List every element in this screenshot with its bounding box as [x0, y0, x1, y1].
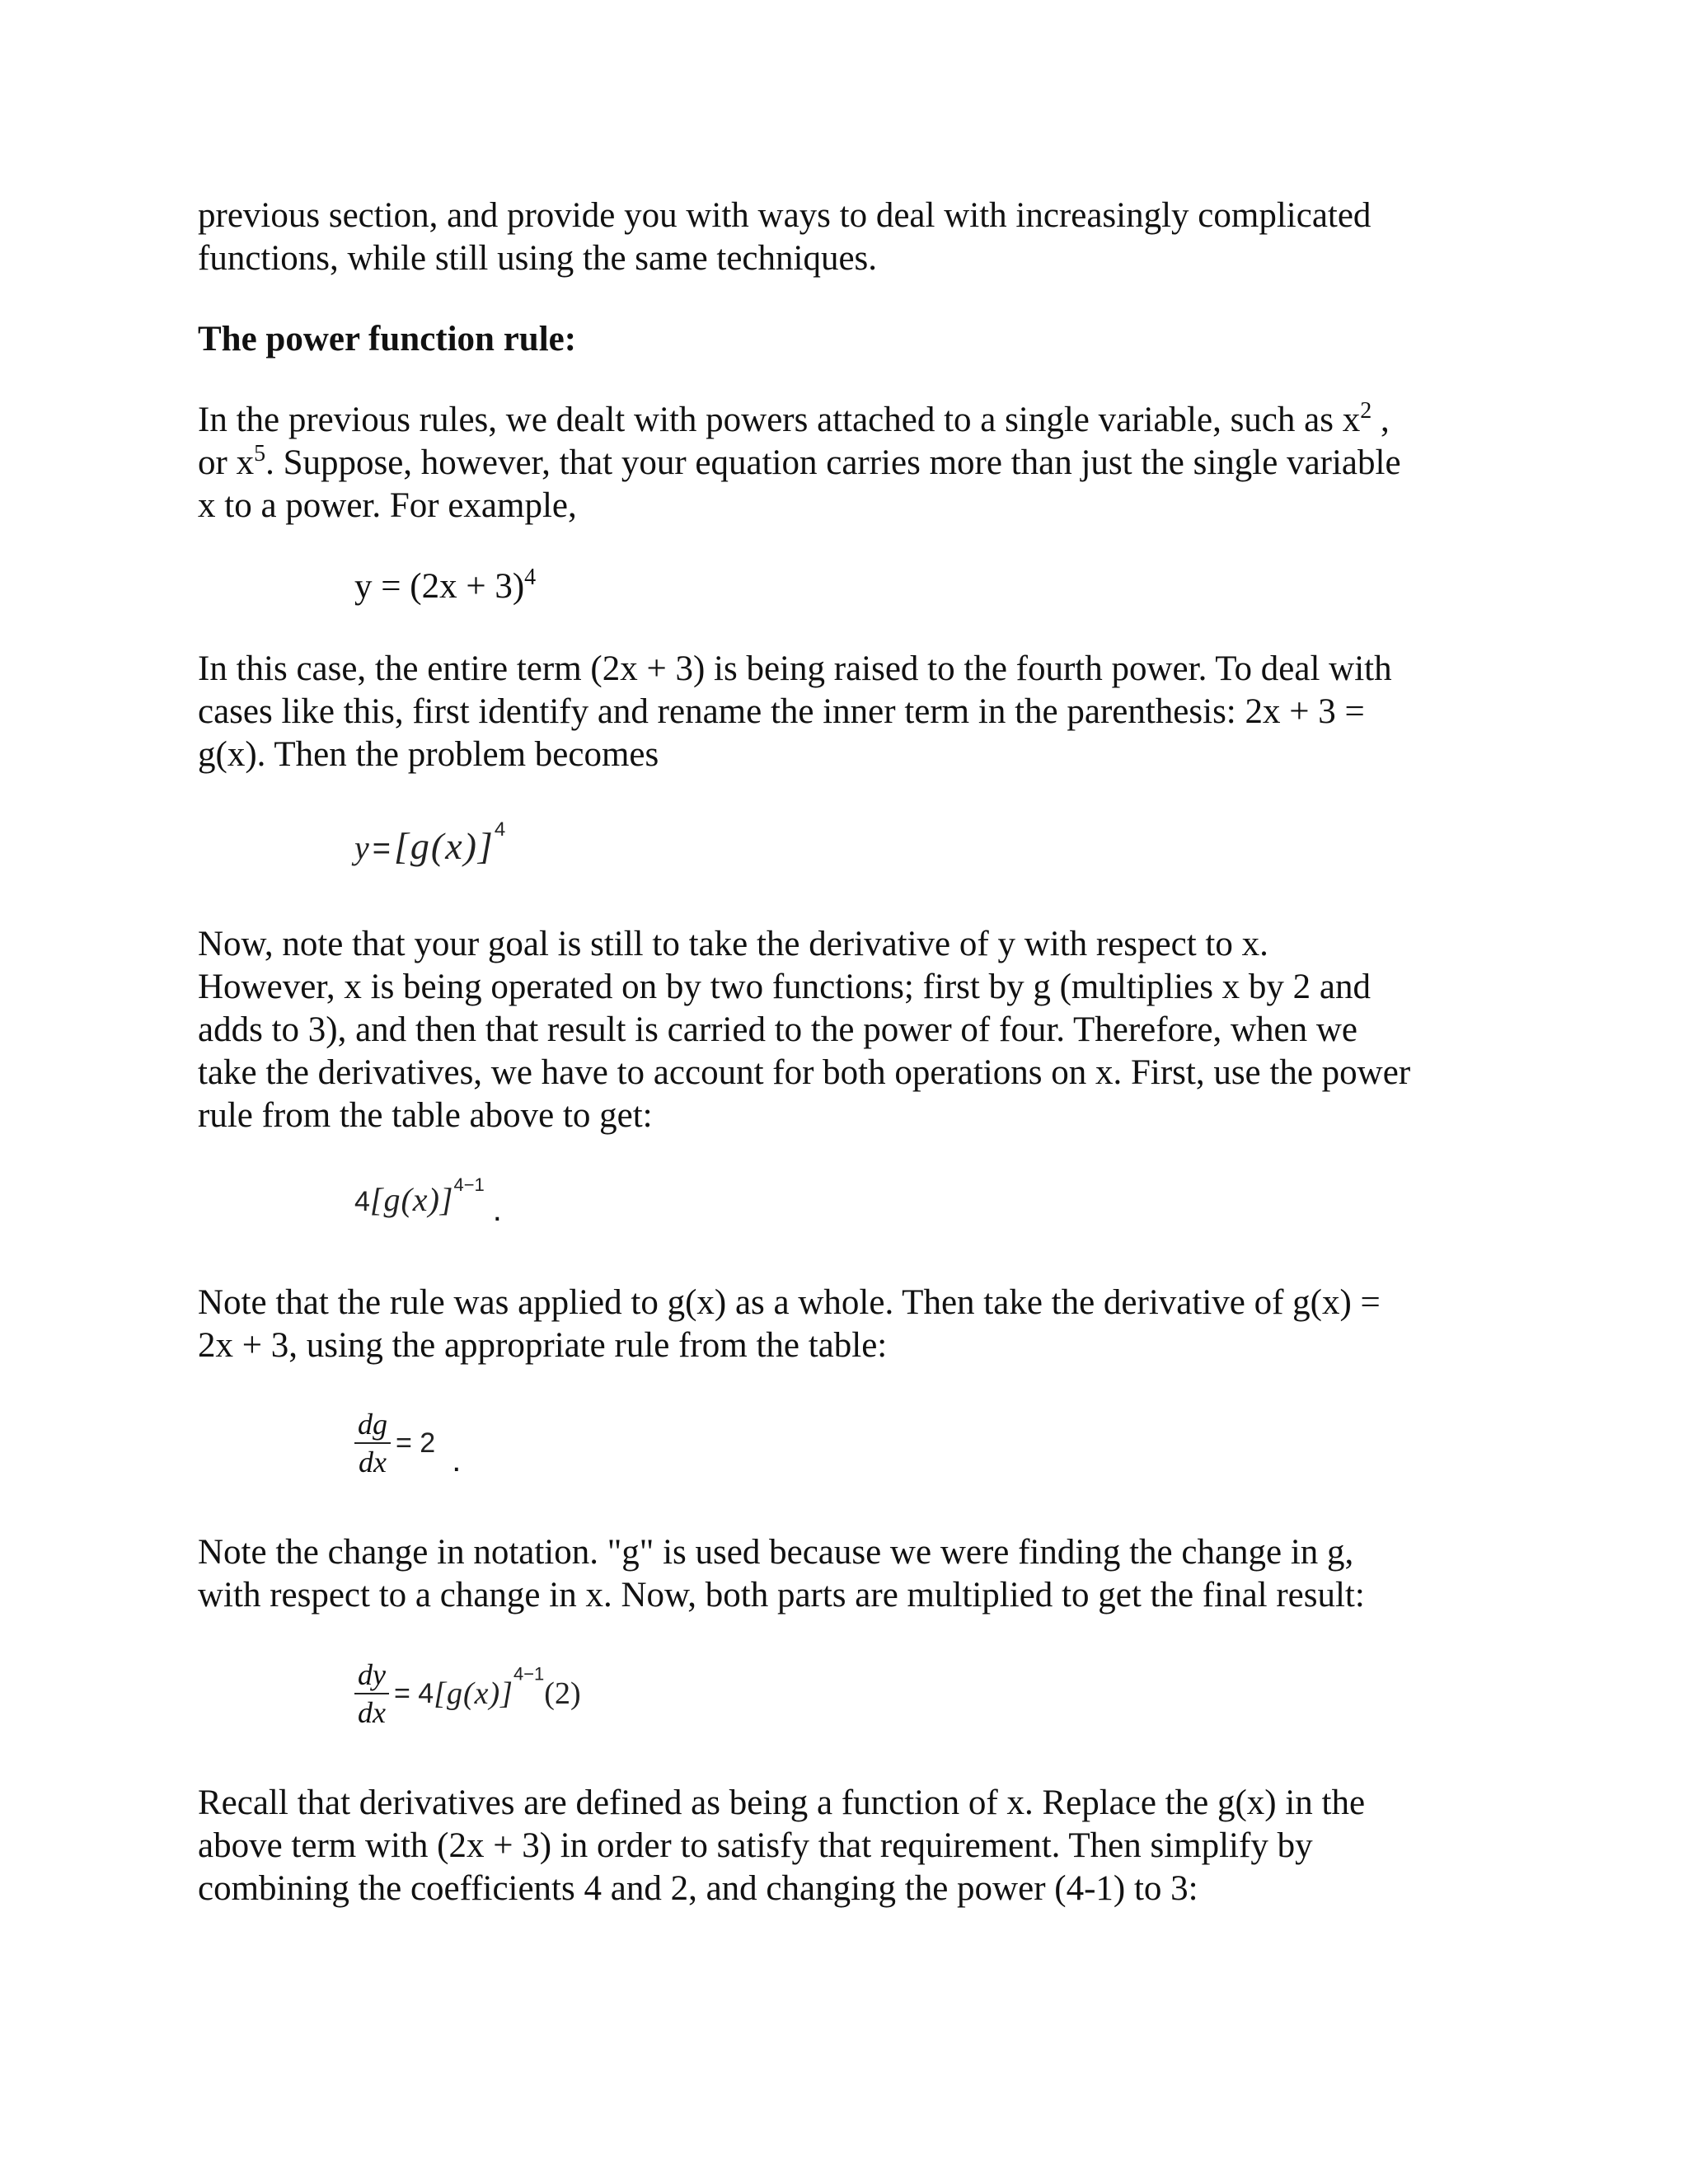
p6-line-1: Recall that derivatives are defined as being a function of x. Replace the g(x) in the [198, 1783, 1366, 1822]
p6-line-3: combining the coefficients 4 and 2, and changing the power (4-1) to 3: [198, 1869, 1198, 1908]
equation-y-g-of-x [354, 818, 506, 868]
eq2-exponent: 4 [494, 818, 506, 841]
eq5-exponent: 4−1 [513, 1663, 545, 1685]
eq4-rhs: = 2 [396, 1427, 436, 1459]
eq5-denominator: dx [358, 1696, 386, 1729]
p1-line-2 [198, 442, 1484, 485]
intro-line-2: functions, while still using the same techniques. [198, 239, 878, 278]
eq3-bracket-g-of-x: [g(x)] [369, 1181, 454, 1218]
eq1-exponent: 4 [524, 565, 537, 590]
p1-line-1-tail: , [1372, 401, 1390, 439]
eq4-numerator: dg [354, 1408, 391, 1444]
p2-line-3: g(x). Then the problem becomes [198, 735, 659, 774]
paragraph-case [198, 648, 1484, 776]
eq5-equals-coefficient: = 4 [393, 1677, 434, 1709]
paragraph-notation [198, 1531, 1484, 1617]
eq2-bracket-g-of-x: [g(x)] [393, 825, 495, 867]
p5-line-1: Note the change in notation. "g" is used because we were finding the change in g, [198, 1533, 1354, 1572]
eq5-bracket-g-of-x: [g(x)] [434, 1676, 513, 1711]
p3-line-2: However, x is being operated on by two functions; first by g (multiplies x by 2 and [198, 968, 1372, 1006]
p3-line-1: Now, note that your goal is still to take the derivative of y with respect to x. [198, 925, 1268, 963]
p1-line-2-text: or x [198, 443, 255, 482]
p1-superscript-2: 2 [1360, 398, 1372, 424]
eq2-lhs: y [354, 829, 369, 866]
eq4-fraction [354, 1408, 391, 1479]
paragraph-derivative-g [198, 1282, 1484, 1367]
p1-line-1 [198, 399, 1484, 442]
p1-line-2-tail: . Suppose, however, that your equation carries more than just the single variable [265, 443, 1401, 482]
p1-line-3: x to a power. For example, [198, 486, 577, 525]
p3-line-3: adds to 3), and then that result is carried to the power of four. Therefore, when we [198, 1010, 1357, 1049]
p3-line-4: take the derivatives, we have to account for both operations on x. First, use the power [198, 1053, 1411, 1092]
p6-line-2: above term with (2x + 3) in order to satisfy that requirement. Then simplify by [198, 1826, 1313, 1865]
eq5-fraction [354, 1658, 389, 1729]
eq3-period: . [492, 1192, 502, 1228]
eq3-coefficient: 4 [354, 1186, 370, 1217]
paragraph-power-intro [198, 399, 1484, 527]
eq5-factor-two: (2) [544, 1676, 581, 1711]
equation-power-rule-applied [354, 1174, 502, 1229]
eq4-period: . [452, 1441, 462, 1479]
paragraph-goal [198, 923, 1484, 1137]
p1-superscript-5: 5 [254, 441, 266, 466]
eq5-numerator: dy [354, 1658, 389, 1694]
equation-dg-dx [354, 1408, 461, 1479]
p4-line-1: Note that the rule was applied to g(x) as a whole. Then take the derivative of g(x) = [198, 1283, 1381, 1322]
p3-line-5: rule from the table above to get: [198, 1096, 653, 1135]
section-heading: The power function rule: [198, 320, 577, 359]
eq1-base: y = (2x + 3) [354, 567, 525, 606]
p5-line-2: with respect to a change in x. Now, both parts are multiplied to get the final result: [198, 1576, 1365, 1615]
p2-line-1: In this case, the entire term (2x + 3) is being raised to the fourth power. To deal with [198, 649, 1392, 688]
intro-paragraph [198, 194, 1484, 280]
p2-line-2: cases like this, first identify and rename the inner term in the parenthesis: 2x + 3 = [198, 692, 1365, 731]
equation-dy-dx [354, 1658, 581, 1729]
equation-y-2x-plus-3 [354, 565, 536, 608]
eq4-denominator: dx [359, 1446, 387, 1479]
paragraph-recall [198, 1782, 1484, 1910]
p4-line-2: 2x + 3, using the appropriate rule from the table: [198, 1326, 888, 1365]
eq2-equals: = [372, 832, 391, 866]
intro-line-1: previous section, and provide you with ways to deal with increasingly complicated [198, 196, 1372, 235]
p1-line-1-text: In the previous rules, we dealt with powers attached to a single variable, such as x [198, 401, 1361, 439]
eq3-exponent: 4−1 [453, 1174, 485, 1195]
